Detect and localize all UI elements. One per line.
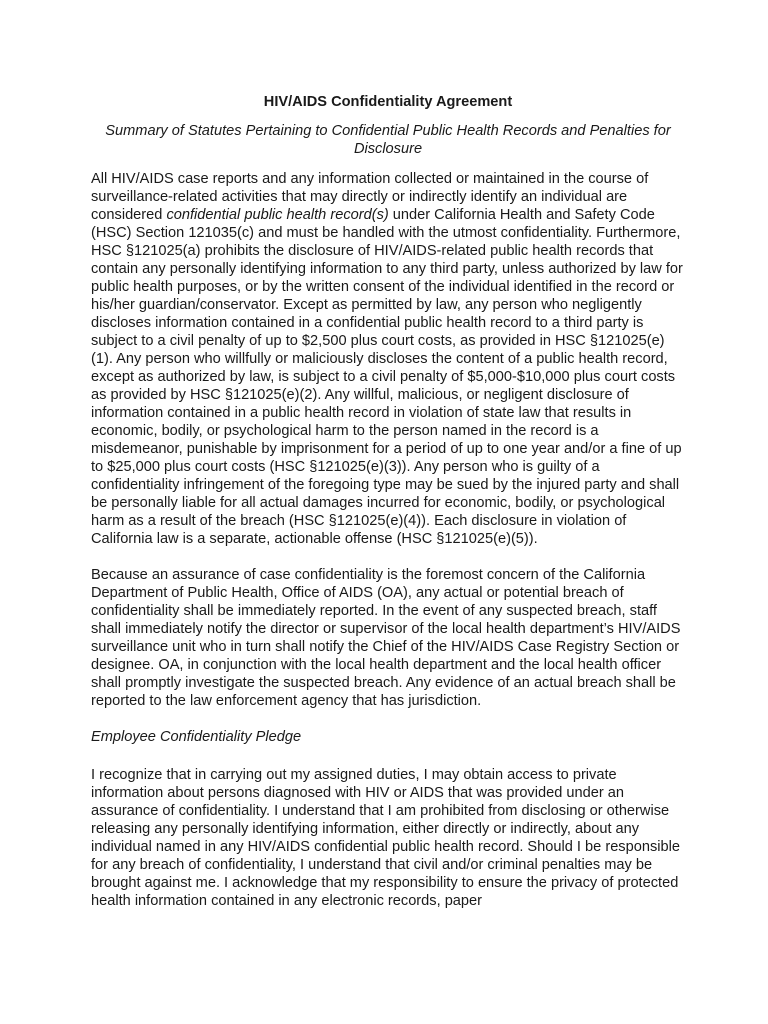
document-subtitle: Summary of Statutes Pertaining to Confidential Public Health Records and Penalties for Disclosure [105,123,671,157]
statutes-italic-term: confidential public health record(s) [166,207,389,223]
statutes-text-end: under California Health and Safety Code (HSC) Section 121035(c) and must be handled with the utmost confidentiality. Furthermore, HSC §121025(a) prohibits the disclosure of HIV/AIDS-related public health records that contain any personally identifying information to any third party, unless authorized by law for public health purposes, or by the written consent of the individual identified in the record or his/her guardian/conservator. Except as permitted by law, any person who negligently discloses information contained in a confidential public health record to a third party is subject to a civil penalty of up to $2,500 plus court costs, as provided in HSC §121025(e)(1). Any person who willfully or maliciously discloses the content of a public health record, except as authorized by law, is subject to a civil penalty of $5,000-$10,000 plus court costs as provided by HSC §121025(e)(2). Any willful, malicious, or negligent disclosure of information contained in a public health record in violation of state law that results in economic, bodily, or psychological harm to the person named in the record is a misdemeanor, punishable by imprisonment for a period of up to one year and/or a fine of up to $25,000 plus court costs (HSC §121025(e)(3)). Any person who is guilty of a confidentiality infringement of the foregoing type may be sued by the injured party and shall be personally liable for all actual damages incurred for economic, bodily, or psychological harm as a result of the breach (HSC §121025(e)(4)). Each disclosure in violation of California law is a separate, actionable offense (HSC §121025(e)(5)). [91,207,683,547]
statutes-paragraph [91,170,685,548]
document-page [91,93,685,928]
pledge-paragraph: I recognize that in carrying out my assigned duties, I may obtain access to private information about persons diagnosed with HIV or AIDS that was provided under an assurance of confidentiality. I understand that I am prohibited from disclosing or otherwise releasing any personally identifying information, either directly or indirectly, about any individual named in any HIV/AIDS confidential public health record. Should I be responsible for any breach of confidentiality, I understand that civil and/or criminal penalties may be brought against me. I acknowledge that my responsibility to ensure the privacy of protected health information contained in any electronic records, paper [91,767,680,909]
breach-reporting-paragraph: Because an assurance of case confidentiality is the foremost concern of the California Department of Public Health, Office of AIDS (OA), any actual or potential breach of confidentiality shall be immediately reported. In the event of any suspected breach, staff shall immediately notify the director or supervisor of the local health department’s HIV/AIDS surveillance unit who in turn shall notify the Chief of the HIV/AIDS Case Registry Section or designee. OA, in conjunction with the local health department and the local health officer shall promptly investigate the suspected breach. Any evidence of an actual breach shall be reported to the law enforcement agency that has jurisdiction. [91,567,681,709]
document-title: HIV/AIDS Confidentiality Agreement [263,94,513,110]
statutes-text-start: All HIV/AIDS case reports and any information collected or maintained in the course of surveillance-related activities that may directly or indirectly identify an individual are considered [91,171,649,223]
pledge-heading: Employee Confidentiality Pledge [91,729,302,745]
